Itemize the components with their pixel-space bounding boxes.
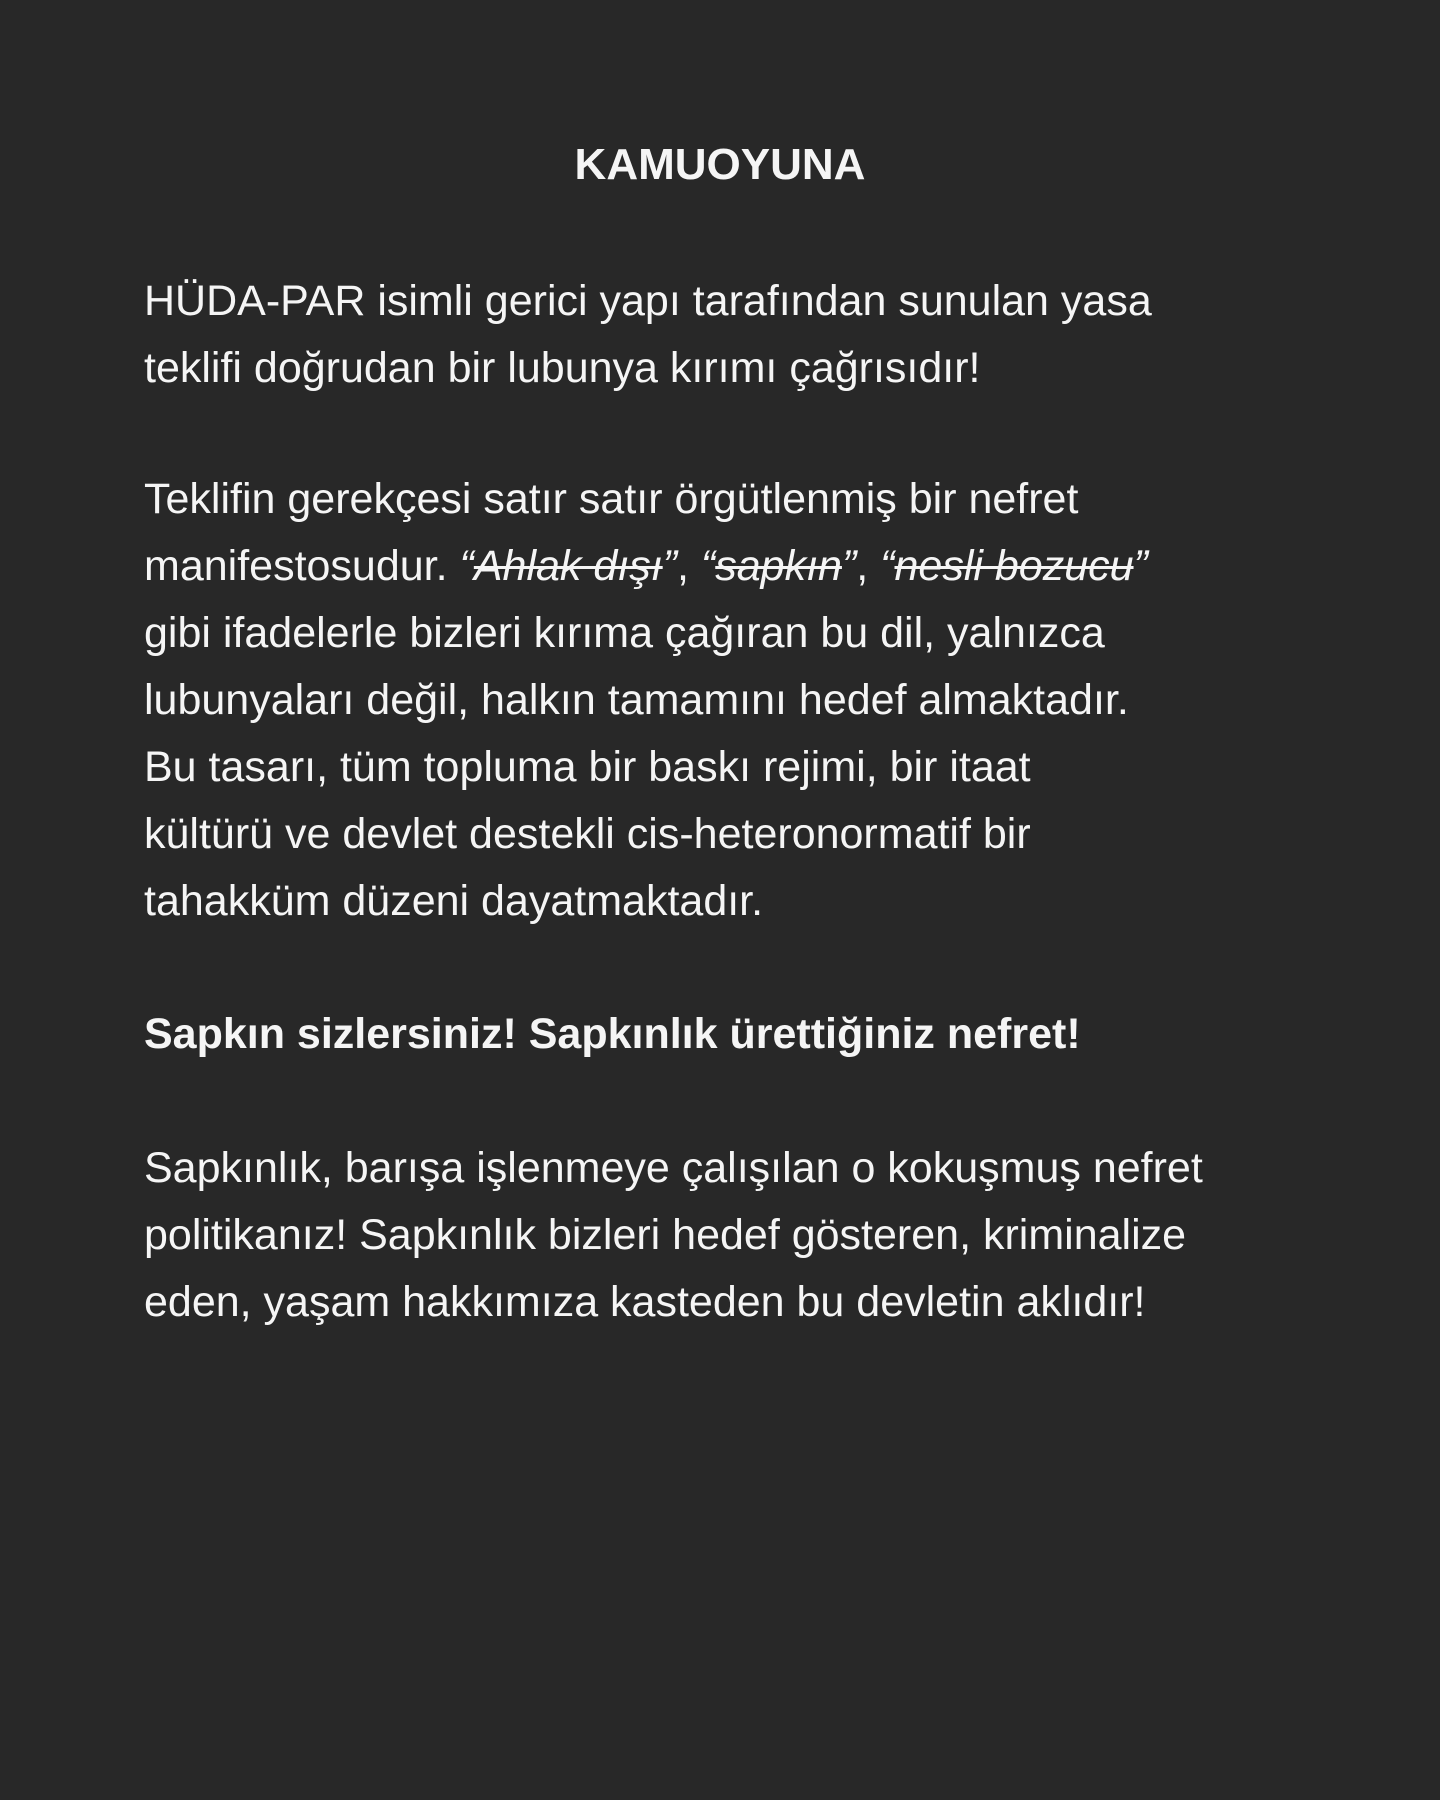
text-line: eden, yaşam hakkımıza kasteden bu devletin aklıdır! <box>144 1278 1146 1326</box>
line-prefix: manifestosudur. <box>144 542 460 590</box>
text-line: lubunyaları değil, halkın tamamını hedef almaktadır. <box>144 676 1129 724</box>
text-line: teklifi doğrudan bir lubunya kırımı çağrısıdır! <box>144 344 981 392</box>
text-line: tahakküm düzeni dayatmaktadır. <box>144 877 764 925</box>
term-separator: , <box>856 542 881 590</box>
paragraph-manifesto <box>144 466 1304 935</box>
paragraph-bold-slogan <box>144 1001 1304 1068</box>
struck-term: nesli bozucu <box>894 542 1134 590</box>
quote-close-mark: ” <box>1133 542 1148 590</box>
struck-term: sapkın <box>715 542 842 590</box>
quote-open-mark: “ <box>459 542 474 590</box>
text-line: gibi ifadelerle bizleri kırıma çağıran bu dil, yalnızca <box>144 609 1105 657</box>
term-separator: , <box>677 542 701 590</box>
text-line-with-struck-terms <box>144 533 1304 600</box>
struck-term: Ahlak dışı <box>473 542 663 590</box>
paragraph-intro <box>144 268 1304 402</box>
quote-open-mark: “ <box>700 542 716 590</box>
text-line: Bu tasarı, tüm topluma bir baskı rejimi, bir itaat <box>144 743 1031 791</box>
text-line: kültürü ve devlet destekli cis-heteronormatif bir <box>144 810 1031 858</box>
quote-close-mark: ” <box>841 542 857 590</box>
text-line: Teklifin gerekçesi satır satır örgütlenmiş bir nefret <box>144 475 1079 523</box>
quote-close-mark: ” <box>662 542 677 590</box>
text-line: HÜDA-PAR isimli gerici yapı tarafından sunulan yasa <box>144 277 1152 325</box>
text-line: politikanız! Sapkınlık bizleri hedef gösteren, kriminalize <box>144 1211 1187 1259</box>
text-line: Sapkın sizlersiniz! Sapkınlık ürettiğiniz nefret! <box>144 1010 1081 1058</box>
quote-open-mark: “ <box>880 542 895 590</box>
page-title: KAMUOYUNA <box>574 140 866 189</box>
text-line: Sapkınlık, barışa işlenmeye çalışılan o kokuşmuş nefret <box>144 1144 1203 1192</box>
paragraph-closing <box>144 1135 1304 1336</box>
